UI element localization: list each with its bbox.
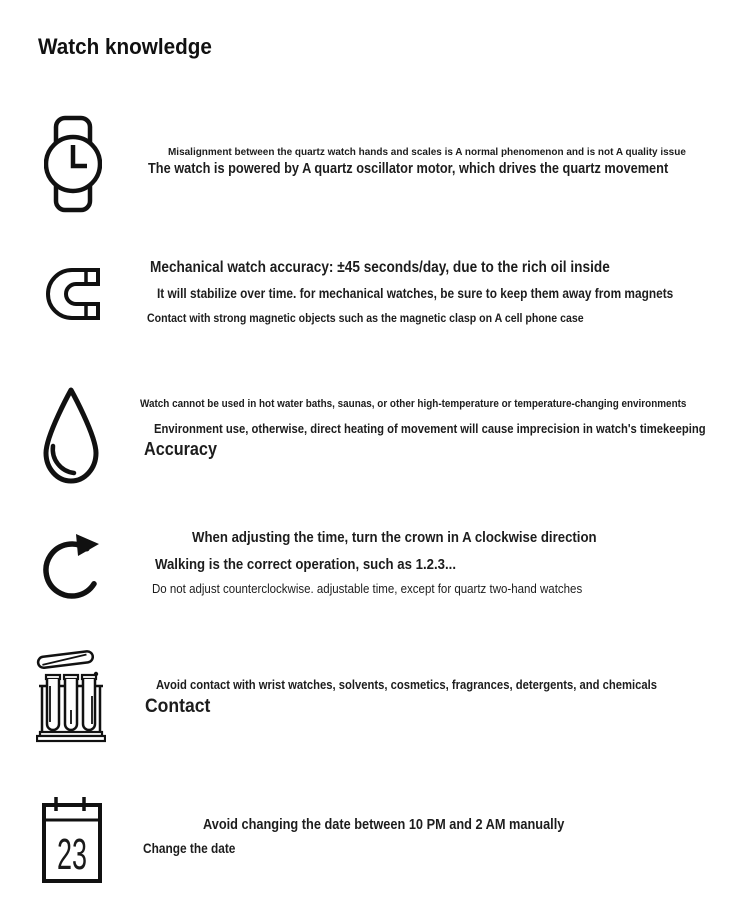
test-tubes-icon [36, 648, 106, 744]
clockwise-arrow-icon [42, 530, 106, 608]
chemicals-note-line: Avoid contact with wrist watches, solvents, cosmetics, fragrances, detergents, and chemicals [156, 678, 658, 692]
date-sub-line: Change the date [143, 841, 236, 856]
magnet-icon [46, 266, 102, 328]
date-main-line: Avoid changing the date between 10 PM and 2 AM manually [203, 817, 565, 833]
wristwatch-icon [44, 115, 102, 213]
adjust-main-line: When adjusting the time, turn the crown in A clockwise direction [192, 529, 597, 546]
adjust-note-line: Do not adjust counterclockwise. adjustable time, except for quartz two-hand watches [152, 582, 583, 596]
magnet-sub-line: It will stabilize over time. for mechanical watches, be sure to keep them away from magnets [157, 286, 674, 301]
temperature-sub-line: Environment use, otherwise, direct heating of movement will cause imprecision in watch's timekeeping [154, 422, 706, 436]
water-drop-icon [40, 385, 102, 485]
adjust-sub-line: Walking is the correct operation, such as 1.2.3... [155, 556, 457, 573]
accuracy-heading: Accuracy [144, 439, 217, 459]
quartz-main-line: The watch is powered by A quartz oscillator motor, which drives the quartz movement [148, 161, 669, 177]
magnet-main-line: Mechanical watch accuracy: ±45 seconds/day, due to the rich oil inside [150, 259, 610, 276]
temperature-note-line: Watch cannot be used in hot water baths, saunas, or other high-temperature or temperature-changing environments [140, 398, 687, 410]
magnet-note-line: Contact with strong magnetic objects such as the magnetic clasp on A cell phone case [147, 313, 584, 325]
calendar-icon [40, 795, 104, 885]
quartz-note-line: Misalignment between the quartz watch hands and scales is A normal phenomenon and is not A quality issue [168, 146, 686, 158]
calendar-day-number: 23 [57, 830, 87, 879]
page-title: Watch knowledge [38, 34, 212, 59]
contact-heading: Contact [145, 695, 211, 717]
